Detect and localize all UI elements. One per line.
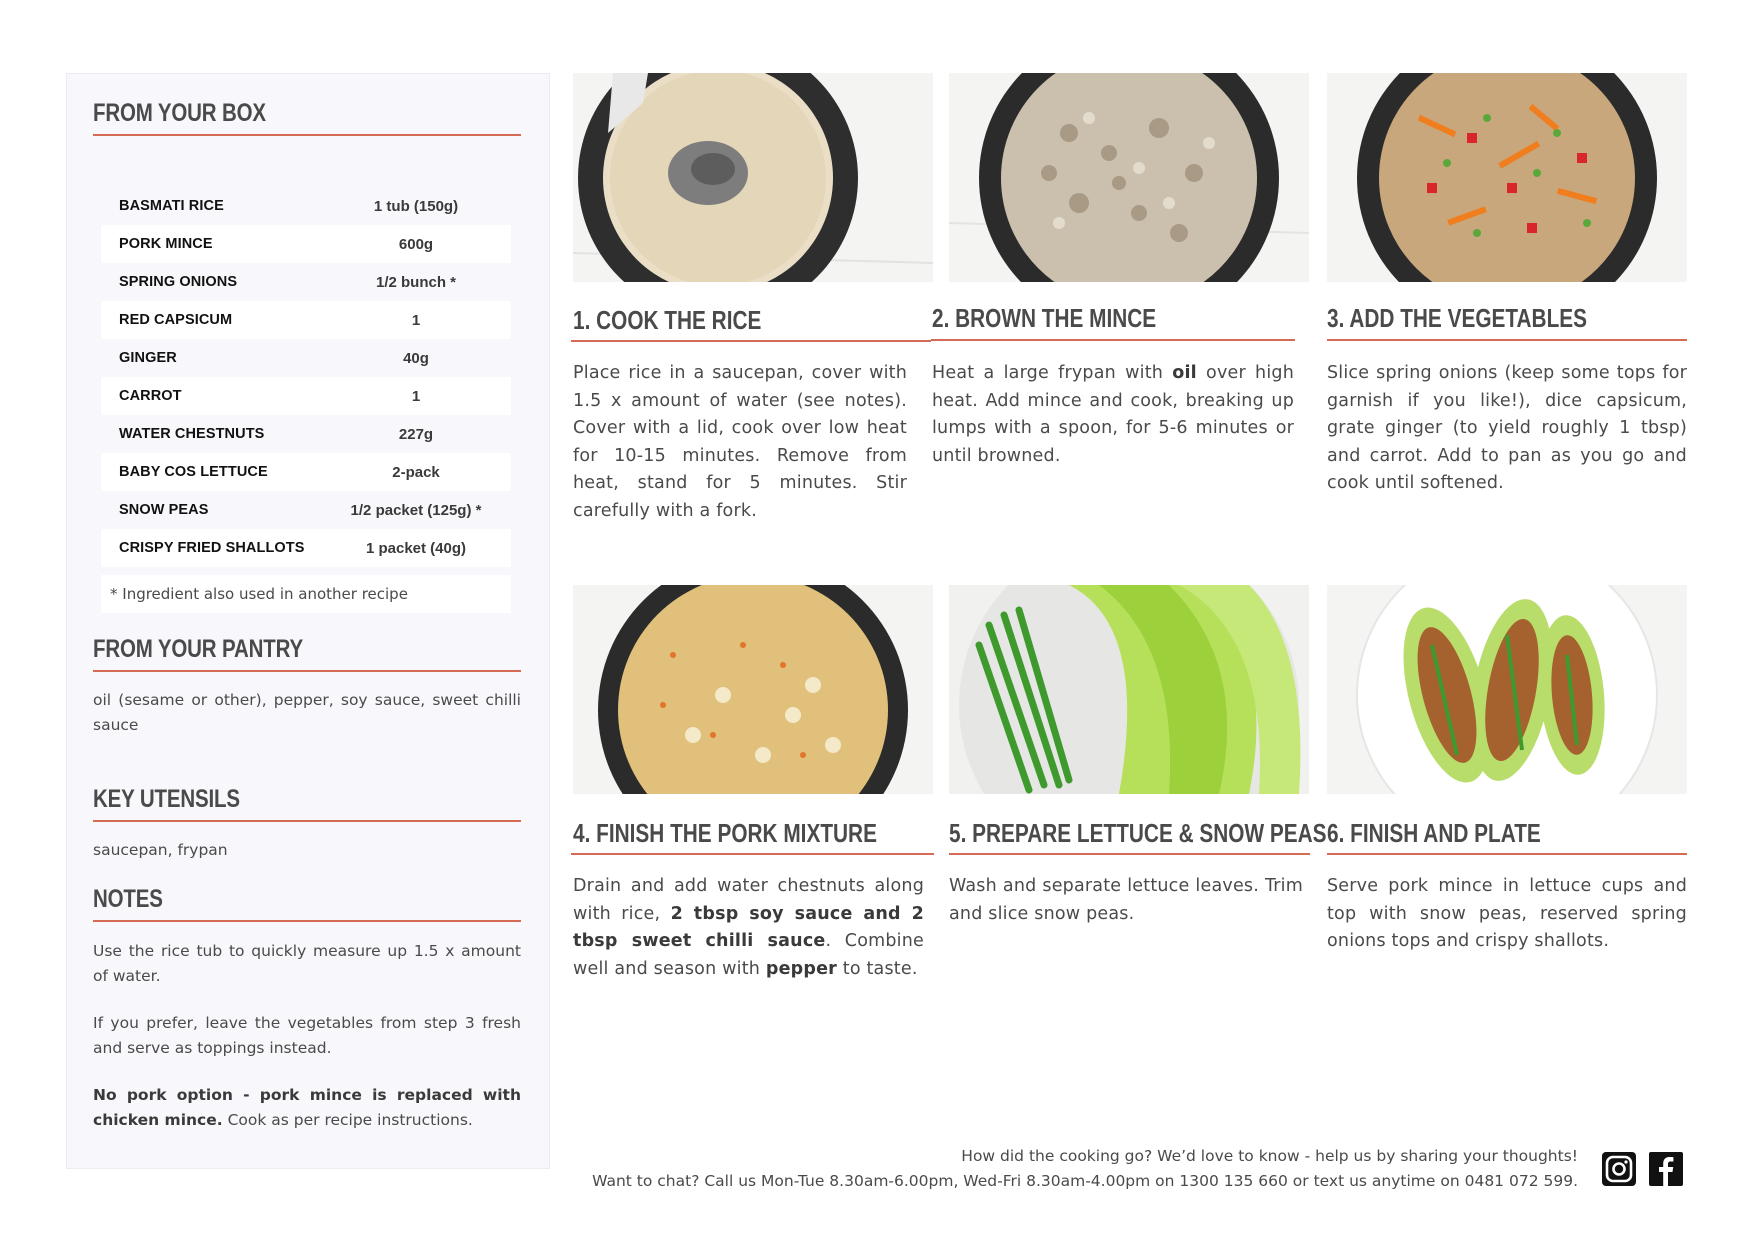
note-no-pork-bold: No pork option - pork mince is replaced with chicken mince.: [93, 1086, 521, 1129]
ingredient-row: [101, 491, 511, 529]
ingredient-quantity: 1 tub (150g): [373, 197, 459, 215]
step-text-segment: Heat a large frypan with: [932, 363, 1173, 383]
heading-rule: [93, 820, 521, 822]
note-no-pork-option: [93, 1083, 521, 1133]
ingredient-quantity: 1: [411, 387, 421, 405]
ingredient-row: [101, 529, 511, 567]
note-rice-tub: Use the rice tub to quickly measure up 1.5 x amount of water.: [93, 942, 521, 985]
ingredient-name: PORK MINCE: [119, 236, 213, 252]
heading-rule: [93, 920, 521, 922]
ingredient-quantity: 1/2 bunch *: [375, 273, 457, 291]
ingredient-name: WATER CHESTNUTS: [119, 426, 265, 442]
ingredients-table: [101, 187, 511, 567]
note-no-pork-rest: Cook as per recipe instructions.: [222, 1111, 473, 1129]
ingredient-quantity: 40g: [403, 349, 429, 367]
step-1-rule: [571, 340, 931, 342]
step-3-rule: [1327, 339, 1687, 341]
ingredient-row: [101, 453, 511, 491]
ingredient-name: SNOW PEAS: [119, 502, 209, 518]
ingredient-name: BASMATI RICE: [119, 198, 224, 214]
step-1-title: 1. COOK THE RICE: [573, 305, 762, 335]
ingredient-quantity: 227g: [398, 425, 434, 443]
step-6-rule: [1327, 853, 1687, 855]
pantry-text: oil (sesame or other), pepper, soy sauce, sweet chilli sauce: [93, 691, 521, 734]
ingredient-quantity: 1 packet (40g): [365, 539, 467, 557]
step-1-photo: [573, 73, 933, 282]
step-3-title: 3. ADD THE VEGETABLES: [1327, 303, 1588, 333]
ingredient-name: BABY COS LETTUCE: [119, 464, 268, 480]
heading-rule: [93, 670, 521, 672]
footer-contact-text: Want to chat? Call us Mon-Tue 8.30am-6.00pm, Wed-Fri 8.30am-4.00pm on 1300 135 660 or text us anytime on 0481 072 599.: [592, 1172, 1578, 1190]
step-4-text: [573, 873, 924, 983]
ingredient-row: [101, 225, 511, 263]
ingredient-quantity: 2-pack: [392, 463, 440, 481]
key-utensils-heading: KEY UTENSILS: [93, 785, 240, 813]
step-6-photo: [1327, 585, 1687, 794]
ingredient-row: [101, 263, 511, 301]
step-5-title: 5. PREPARE LETTUCE & SNOW PEAS: [949, 818, 1327, 848]
ingredient-name: GINGER: [119, 350, 177, 366]
ingredient-row: [101, 377, 511, 415]
ingredient-row: [101, 415, 511, 453]
ingredient-quantity: 600g: [398, 235, 434, 253]
step-3-text: [1327, 360, 1687, 498]
step-text-segment: Place rice in a saucepan, cover with 1.5 x amount of water (see notes). Cover with a lid, cook over low heat for 10-15 minutes. Remove from heat, stand for 5 minutes. Stir carefully with a fork.: [573, 363, 907, 521]
ingredient-name: RED CAPSICUM: [119, 312, 233, 328]
ingredient-row: [101, 301, 511, 339]
ingredient-name: CRISPY FRIED SHALLOTS: [119, 540, 305, 556]
ingredient-footnote: * Ingredient also used in another recipe: [101, 575, 511, 613]
ingredient-quantity: 1: [411, 311, 421, 329]
note-fresh-vegetables: If you prefer, leave the vegetables from step 3 fresh and serve as toppings instead.: [93, 1014, 521, 1057]
notes-heading: NOTES: [93, 885, 163, 913]
step-5-text: [949, 873, 1303, 928]
step-text-bold: 2 tbsp soy sauce and 2 tbsp sweet chilli sauce: [573, 903, 924, 951]
facebook-icon[interactable]: [1648, 1151, 1684, 1187]
step-text-segment: Drain and add water chestnuts along with rice,: [573, 876, 924, 924]
step-1-text: [573, 360, 907, 525]
step-6-text: [1327, 873, 1687, 956]
step-2-photo: [949, 73, 1309, 282]
heading-rule: [93, 134, 521, 136]
step-5-photo: [949, 585, 1309, 794]
step-text-segment: Serve pork mince in lettuce cups and top with snow peas, reserved spring onions tops and crispy shallots.: [1327, 876, 1687, 951]
ingredient-name: CARROT: [119, 388, 182, 404]
step-4-rule: [571, 853, 934, 855]
from-your-box-heading: FROM YOUR BOX: [93, 99, 266, 127]
ingredient-quantity: 1/2 packet (125g) *: [350, 501, 482, 519]
step-text-bold: pepper: [765, 958, 837, 979]
from-your-pantry-heading: FROM YOUR PANTRY: [93, 635, 303, 663]
step-3-photo: [1327, 73, 1687, 282]
step-2-text: [932, 360, 1294, 470]
step-text-segment: to taste.: [837, 958, 918, 979]
step-text-segment: over high heat. Add mince and cook, breaking up lumps with a spoon, for 5-6 minutes or until browned.: [932, 363, 1294, 466]
step-2-title: 2. BROWN THE MINCE: [932, 303, 1157, 333]
step-5-rule: [949, 853, 1310, 855]
step-text-segment: . Combine well and season with: [573, 931, 924, 979]
utensils-text: saucepan, frypan: [93, 841, 228, 859]
footer-feedback-text: How did the cooking go? We’d love to know - help us by sharing your thoughts!: [961, 1147, 1578, 1165]
ingredient-name: SPRING ONIONS: [119, 274, 238, 290]
step-4-title: 4. FINISH THE PORK MIXTURE: [573, 818, 877, 848]
ingredients-sidebar: [66, 73, 550, 1169]
step-text-segment: Slice spring onions (keep some tops for garnish if you like!), dice capsicum, grate ginger (to yield roughly 1 tbsp) and carrot. Add to pan as you go and cook until softened.: [1327, 363, 1687, 493]
step-text-segment: Wash and separate lettuce leaves. Trim and slice snow peas.: [949, 876, 1303, 924]
step-2-rule: [931, 339, 1295, 341]
step-4-photo: [573, 585, 933, 794]
ingredient-row: [101, 187, 511, 225]
instagram-icon[interactable]: [1601, 1151, 1637, 1187]
ingredient-row: [101, 339, 511, 377]
step-text-bold: oil: [1172, 363, 1197, 383]
step-6-title: 6. FINISH AND PLATE: [1327, 818, 1541, 848]
